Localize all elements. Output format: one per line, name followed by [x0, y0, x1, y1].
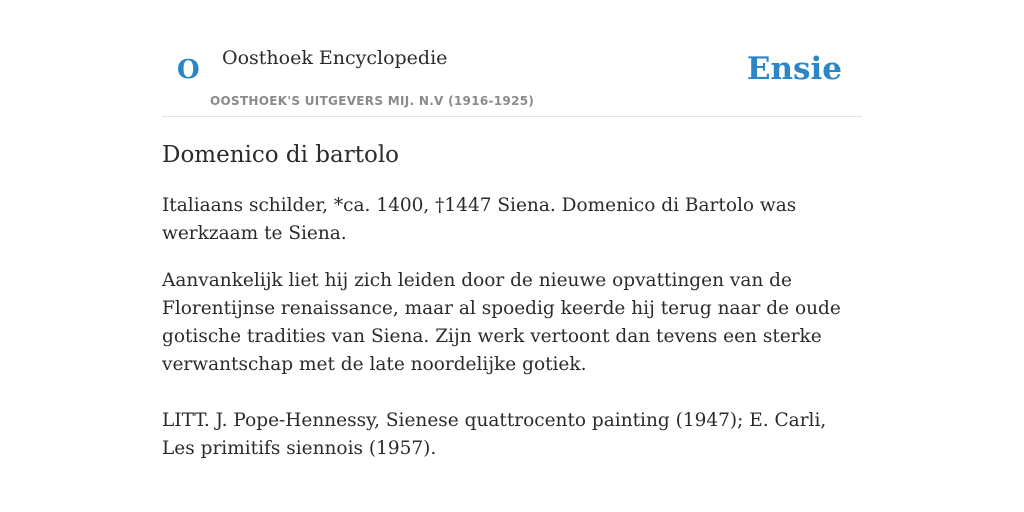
source-header — [162, 0, 862, 117]
encyclopedia-card — [162, 0, 862, 512]
source-title[interactable]: Oosthoek Encyclopedie — [222, 47, 448, 69]
entry-paragraph-intro: Italiaans schilder, *ca. 1400, †1447 Siena. Domenico di Bartolo was werkzaam te Siena. — [162, 195, 797, 244]
brand-logo[interactable]: Ensie — [746, 51, 842, 87]
publisher-label: OOSTHOEK'S UITGEVERS MIJ. N.V (1916-1925) — [210, 94, 535, 108]
source-logo-icon[interactable]: O — [177, 55, 200, 85]
entry-paragraph-literature: LITT. J. Pope-Hennessy, Sienese quattrocento painting (1947); E. Carli, Les primitifs siennois (1957). — [162, 410, 827, 459]
entry-title: Domenico di bartolo — [162, 142, 400, 168]
entry-paragraph-body: Aanvankelijk liet hij zich leiden door de nieuwe opvattingen van de Florentijnse renaissance, maar al spoedig keerde hij terug naar de oude gotische tradities van Siena. Zijn werk vertoont dan tevens een sterke verwantschap met de late noordelijke gotiek. — [162, 270, 841, 375]
